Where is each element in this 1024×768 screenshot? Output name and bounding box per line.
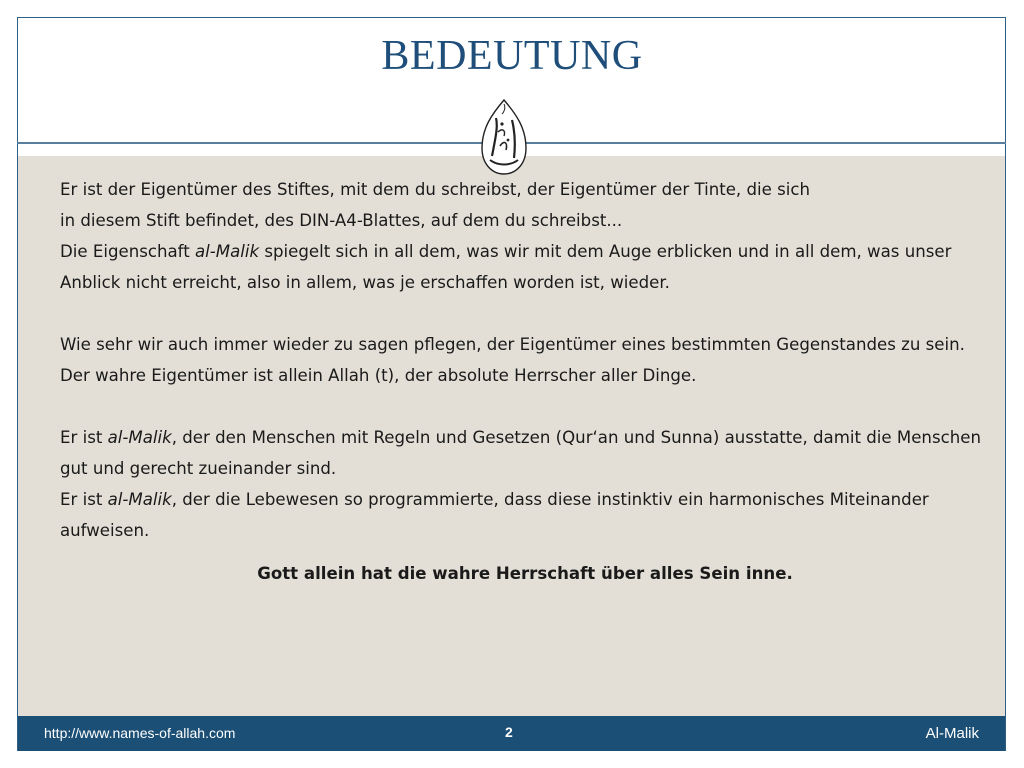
- paragraph-3: Wie sehr wir auch immer wieder zu sagen pflegen, der Eigentümer eines bestimmten Gegenstandes zu sein. Der wahre Eigentümer ist allein Allah (t), der absolute Herrscher aller Dinge.: [60, 335, 965, 385]
- term-al-malik: al-Malik: [195, 242, 260, 261]
- term-al-malik: al-Malik: [107, 428, 172, 447]
- paragraph-1-line-2: in diesem Stift befindet, des DIN-A4-Blattes, auf dem du schreibst...: [60, 211, 623, 230]
- footer-bar: [18, 716, 1005, 751]
- paragraph-5: Er ist al-Malik, der die Lebewesen so programmierte, dass diese instinktiv ein harmonisches Miteinander aufweisen.: [60, 490, 929, 540]
- closing-statement: Gott allein hat die wahre Herrschaft über alles Sein inne.: [257, 564, 793, 583]
- footer-url: http://www.names-of-allah.com: [44, 725, 236, 741]
- slide-body: [60, 174, 990, 589]
- footer-name: Al-Malik: [925, 725, 979, 742]
- calligraphy-emblem-icon: [474, 96, 534, 178]
- paragraph-4: Er ist al-Malik, der den Menschen mit Regeln und Gesetzen (Qur‘an und Sunna) ausstatte, damit die Menschen gut und gerecht zueinander sind.: [60, 428, 981, 478]
- page-number: 2: [505, 724, 513, 740]
- paragraph-2: Die Eigenschaft al-Malik spiegelt sich in all dem, was wir mit dem Auge erblicken und in all dem, was unser Anblick nicht erreicht, also in allem, was je erschaffen worden ist, wieder.: [60, 242, 952, 292]
- slide-title: BEDEUTUNG: [381, 33, 643, 79]
- paragraph-1: [60, 174, 990, 236]
- paragraph-1-line-1: Er ist der Eigentümer des Stiftes, mit dem du schreibst, der Eigentümer der Tinte, die sich: [60, 180, 810, 199]
- term-al-malik: al-Malik: [107, 490, 172, 509]
